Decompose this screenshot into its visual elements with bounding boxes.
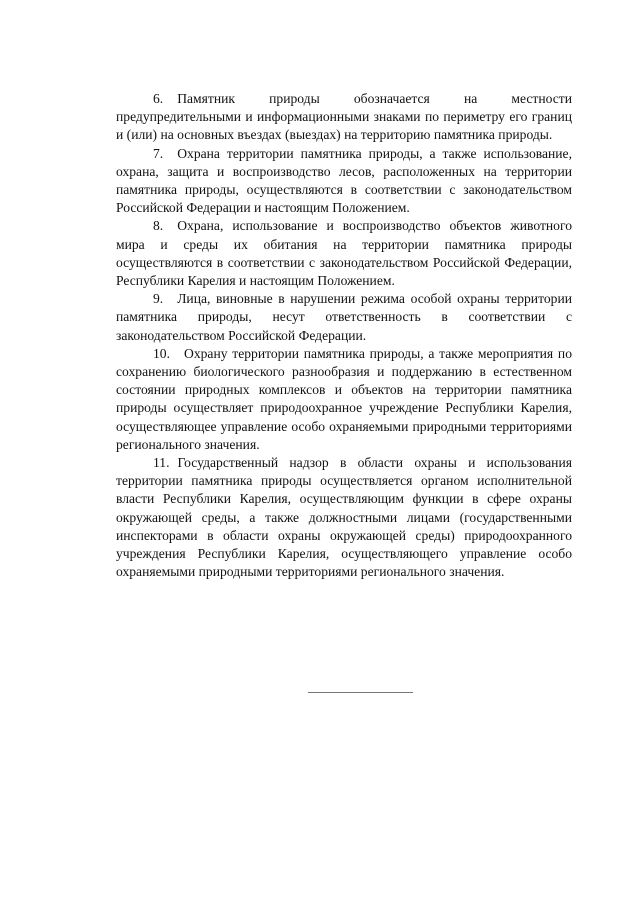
paragraph-text: Охрана территории памятника природы, а также использование, охрана, защита и воспроизводство лесов, расположенных на территории памятника природы, осуществляются в соответствии с законодательством Российской Федерации и настоящим Положением.: [116, 145, 572, 216]
paragraph-number: 10.: [153, 345, 170, 361]
document-body: [116, 90, 572, 581]
paragraph-number: 11.: [153, 455, 170, 471]
paragraph-text: Охрану территории памятника природы, а также мероприятия по сохранению биологического разнообразия и поддержанию в естественном состоянии природных комплексов и объектов на территории памятника природы осуществляет природоохранное учреждение Республики Карелия, осуществляющее управление особо охраняемыми природными территориями регионального значения.: [116, 345, 572, 452]
paragraph-number: 9.: [153, 291, 164, 307]
paragraph-9: [116, 290, 572, 345]
paragraph-11: [116, 454, 572, 581]
paragraph-10: [116, 345, 572, 454]
paragraph-6: [116, 90, 572, 145]
paragraph-number: 6.: [153, 91, 164, 106]
paragraph-8: [116, 217, 572, 290]
paragraph-text: Лица, виновные в нарушении режима особой охраны территории памятника природы, несут ответственность в соответствии с законодательством Российской Федерации.: [116, 291, 572, 343]
paragraph-7: [116, 145, 572, 218]
paragraph-text: Памятник природы обозначается на местности предупредительными и информационными знаками по периметру его границ и (или) на основных въездах (выездах) на территорию памятника природы.: [116, 91, 572, 143]
paragraph-number: 8.: [153, 218, 164, 234]
paragraph-number: 7.: [153, 145, 164, 161]
end-of-document-rule: [308, 692, 413, 693]
paragraph-text: Охрана, использование и воспроизводство объектов животного мира и среды их обитания на территории памятника природы осуществляются в соответствии с законодательством Российской Федерации, Республики Карелия и настоящим Положением.: [116, 218, 572, 289]
paragraph-text: Государственный надзор в области охраны и использования территории памятника природы осуществляется органом исполнительной власти Республики Карелия, осуществляющим функции в сфере охраны окружающей среды, а также должностными лицами (государственными инспекторами в области охраны окружающей среды) природоохранного учреждения Республики Карелия, осуществляющего управление особо охраняемыми природными территориями регионального значения.: [116, 455, 572, 580]
